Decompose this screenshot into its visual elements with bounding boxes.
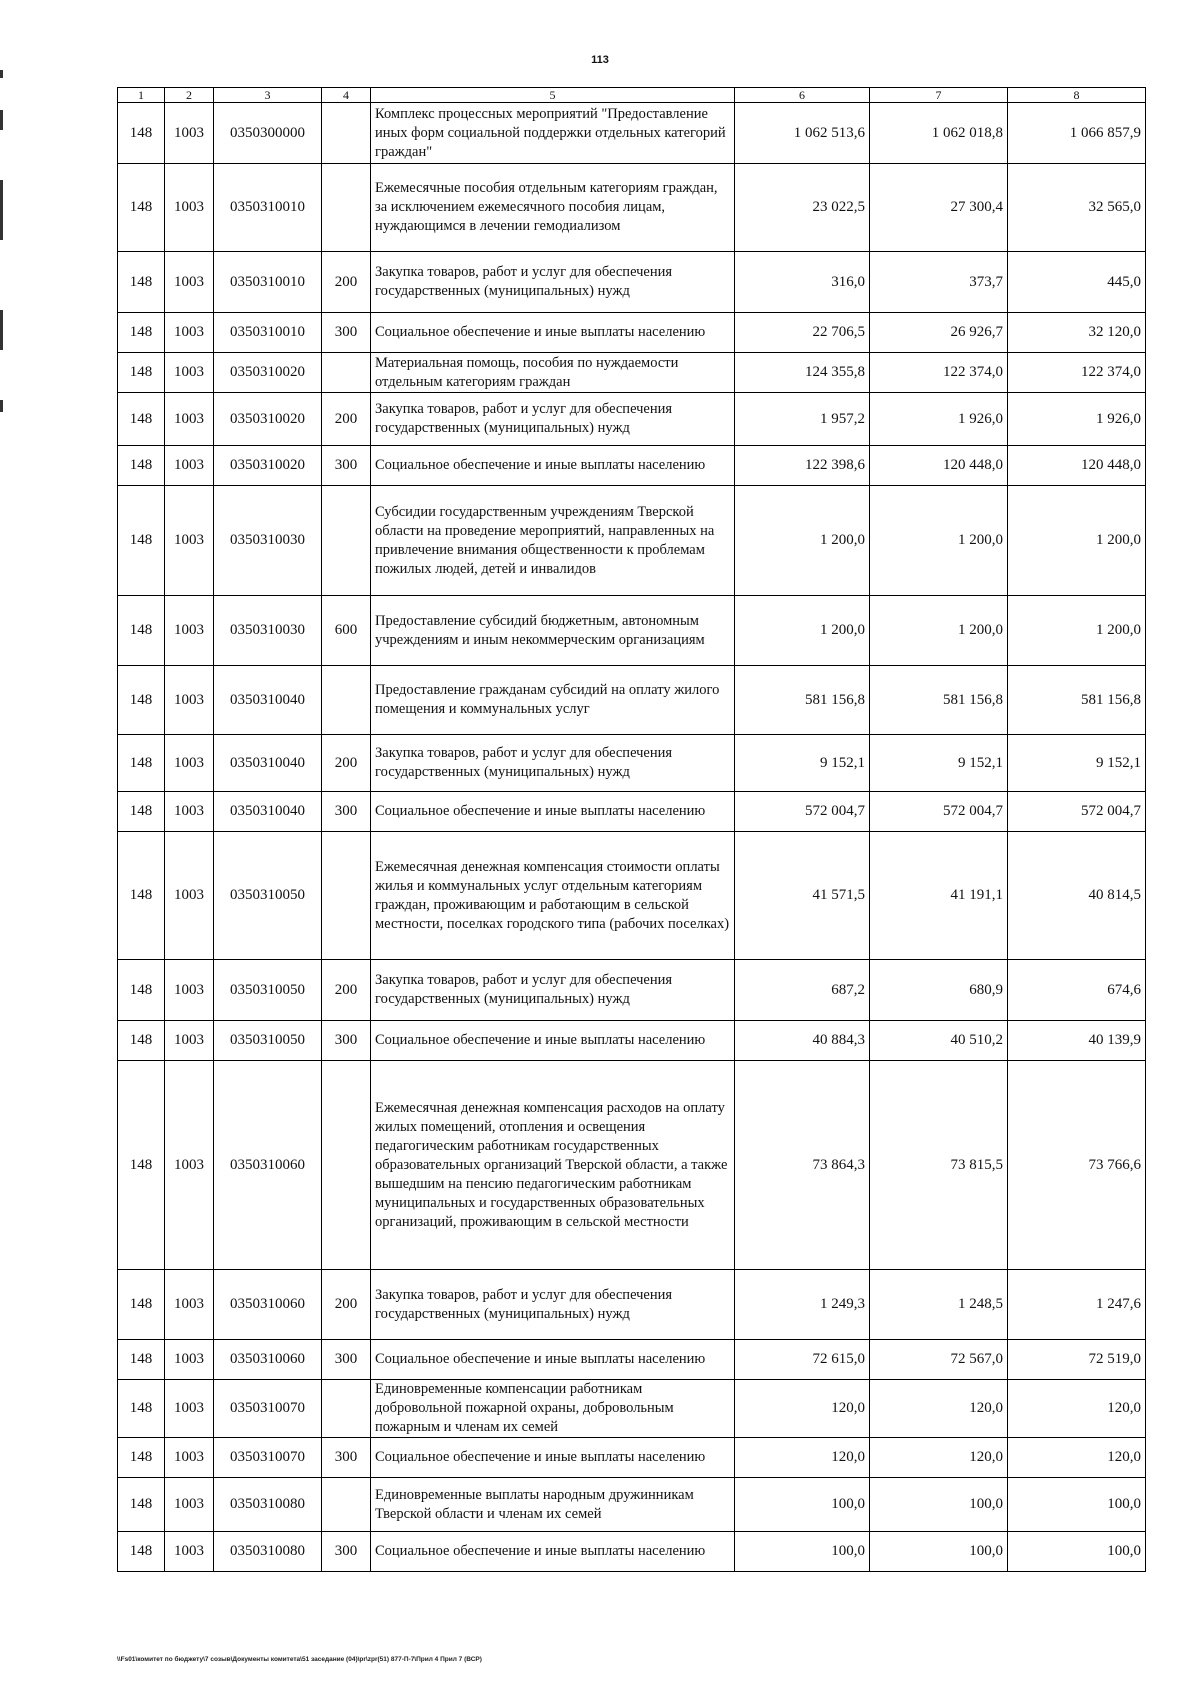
table-row [118, 1380, 1146, 1438]
column-1-cell: 148 [118, 960, 165, 1021]
row-description: Социальное обеспечение и иные выплаты населению [371, 1021, 735, 1061]
amount-column-8: 73 766,6 [1008, 1061, 1146, 1270]
amount-column-8: 572 004,7 [1008, 792, 1146, 832]
amount-column-7: 120,0 [870, 1438, 1008, 1478]
row-description: Социальное обеспечение и иные выплаты населению [371, 1438, 735, 1478]
amount-column-8: 32 120,0 [1008, 313, 1146, 353]
table-row [118, 353, 1146, 393]
column-1-cell: 148 [118, 353, 165, 393]
expense-type-code [322, 1380, 371, 1438]
row-description: Ежемесячная денежная компенсация расходов на оплату жилых помещений, отопления и освещения педагогическим работникам государственных образовательных организаций Тверской области, а также вышедшим на пенсию педагогическим работникам муниципальных и государственных образовательных организаций, проживающим в сельской местности [371, 1061, 735, 1270]
table-row [118, 103, 1146, 164]
column-1-cell: 148 [118, 446, 165, 486]
amount-column-6: 1 249,3 [735, 1270, 870, 1340]
expense-type-code: 300 [322, 313, 371, 353]
table-row [118, 446, 1146, 486]
column-header: 2 [165, 88, 214, 103]
row-description: Комплекс процессных мероприятий "Предоставление иных форм социальной поддержки отдельных категорий граждан" [371, 103, 735, 164]
row-description: Субсидии государственным учреждениям Тверской области на проведение мероприятий, направленных на привлечение внимания общественности к проблемам пожилых людей, детей и инвалидов [371, 486, 735, 596]
amount-column-8: 72 519,0 [1008, 1340, 1146, 1380]
column-2-cell: 1003 [165, 960, 214, 1021]
target-article-code: 0350310050 [214, 960, 322, 1021]
amount-column-7: 680,9 [870, 960, 1008, 1021]
column-2-cell: 1003 [165, 735, 214, 792]
column-2-cell: 1003 [165, 1380, 214, 1438]
row-description: Закупка товаров, работ и услуг для обеспечения государственных (муниципальных) нужд [371, 960, 735, 1021]
target-article-code: 0350310010 [214, 252, 322, 313]
expense-type-code: 200 [322, 393, 371, 446]
row-description: Социальное обеспечение и иные выплаты населению [371, 1340, 735, 1380]
amount-column-7: 40 510,2 [870, 1021, 1008, 1061]
column-header: 5 [371, 88, 735, 103]
amount-column-7: 1 062 018,8 [870, 103, 1008, 164]
column-1-cell: 148 [118, 393, 165, 446]
column-header: 3 [214, 88, 322, 103]
amount-column-7: 73 815,5 [870, 1061, 1008, 1270]
amount-column-8: 100,0 [1008, 1532, 1146, 1572]
table-row [118, 393, 1146, 446]
target-article-code: 0350310050 [214, 832, 322, 960]
target-article-code: 0350310030 [214, 486, 322, 596]
target-article-code: 0350310020 [214, 353, 322, 393]
amount-column-7: 1 926,0 [870, 393, 1008, 446]
column-header: 7 [870, 88, 1008, 103]
amount-column-7: 100,0 [870, 1532, 1008, 1572]
amount-column-7: 1 248,5 [870, 1270, 1008, 1340]
row-description: Социальное обеспечение и иные выплаты населению [371, 446, 735, 486]
column-2-cell: 1003 [165, 252, 214, 313]
table-row [118, 1021, 1146, 1061]
column-1-cell: 148 [118, 1532, 165, 1572]
target-article-code: 0350310040 [214, 735, 322, 792]
table-row [118, 1478, 1146, 1532]
table-row [118, 596, 1146, 666]
column-2-cell: 1003 [165, 446, 214, 486]
table-row [118, 1270, 1146, 1340]
column-number-header-row [118, 88, 1146, 103]
expense-type-code [322, 103, 371, 164]
expense-type-code: 200 [322, 960, 371, 1021]
target-article-code: 0350310080 [214, 1478, 322, 1532]
column-1-cell: 148 [118, 666, 165, 735]
column-header: 8 [1008, 88, 1146, 103]
expense-type-code [322, 353, 371, 393]
row-description: Закупка товаров, работ и услуг для обеспечения государственных (муниципальных) нужд [371, 735, 735, 792]
expense-type-code: 300 [322, 792, 371, 832]
amount-column-6: 122 398,6 [735, 446, 870, 486]
amount-column-7: 41 191,1 [870, 832, 1008, 960]
column-1-cell: 148 [118, 735, 165, 792]
column-2-cell: 1003 [165, 1270, 214, 1340]
table-row [118, 735, 1146, 792]
column-2-cell: 1003 [165, 353, 214, 393]
amount-column-7: 120 448,0 [870, 446, 1008, 486]
amount-column-7: 9 152,1 [870, 735, 1008, 792]
column-1-cell: 148 [118, 103, 165, 164]
amount-column-7: 373,7 [870, 252, 1008, 313]
amount-column-6: 40 884,3 [735, 1021, 870, 1061]
row-description: Предоставление субсидий бюджетным, автономным учреждениям и иным некоммерческим организациям [371, 596, 735, 666]
target-article-code: 0350310060 [214, 1061, 322, 1270]
budget-table [117, 87, 1146, 1572]
target-article-code: 0350310010 [214, 164, 322, 252]
table-row [118, 792, 1146, 832]
target-article-code: 0350310030 [214, 596, 322, 666]
amount-column-6: 41 571,5 [735, 832, 870, 960]
column-header: 4 [322, 88, 371, 103]
expense-type-code [322, 666, 371, 735]
target-article-code: 0350310020 [214, 446, 322, 486]
column-1-cell: 148 [118, 1270, 165, 1340]
row-description: Единовременные выплаты народным дружинникам Тверской области и членам их семей [371, 1478, 735, 1532]
amount-column-7: 581 156,8 [870, 666, 1008, 735]
column-1-cell: 148 [118, 1061, 165, 1270]
amount-column-6: 1 957,2 [735, 393, 870, 446]
amount-column-7: 1 200,0 [870, 596, 1008, 666]
column-2-cell: 1003 [165, 1021, 214, 1061]
amount-column-8: 1 066 857,9 [1008, 103, 1146, 164]
target-article-code: 0350310040 [214, 666, 322, 735]
row-description: Социальное обеспечение и иные выплаты населению [371, 792, 735, 832]
amount-column-8: 1 200,0 [1008, 596, 1146, 666]
column-1-cell: 148 [118, 1380, 165, 1438]
expense-type-code: 300 [322, 1438, 371, 1478]
target-article-code: 0350310070 [214, 1438, 322, 1478]
column-2-cell: 1003 [165, 1478, 214, 1532]
column-1-cell: 148 [118, 313, 165, 353]
column-2-cell: 1003 [165, 792, 214, 832]
column-2-cell: 1003 [165, 1532, 214, 1572]
expense-type-code: 300 [322, 1340, 371, 1380]
amount-column-6: 100,0 [735, 1532, 870, 1572]
table-row [118, 960, 1146, 1021]
amount-column-6: 316,0 [735, 252, 870, 313]
amount-column-7: 120,0 [870, 1380, 1008, 1438]
amount-column-8: 32 565,0 [1008, 164, 1146, 252]
amount-column-7: 27 300,4 [870, 164, 1008, 252]
table-row [118, 164, 1146, 252]
column-1-cell: 148 [118, 1438, 165, 1478]
column-1-cell: 148 [118, 164, 165, 252]
amount-column-8: 120,0 [1008, 1380, 1146, 1438]
amount-column-8: 1 247,6 [1008, 1270, 1146, 1340]
column-2-cell: 1003 [165, 164, 214, 252]
target-article-code: 0350310070 [214, 1380, 322, 1438]
amount-column-8: 445,0 [1008, 252, 1146, 313]
amount-column-8: 100,0 [1008, 1478, 1146, 1532]
table-row [118, 1061, 1146, 1270]
table-row [118, 1438, 1146, 1478]
amount-column-6: 120,0 [735, 1438, 870, 1478]
row-description: Единовременные компенсации работникам добровольной пожарной охраны, добровольным пожарным и членам их семей [371, 1380, 735, 1438]
table-row [118, 252, 1146, 313]
table-row [118, 1532, 1146, 1572]
column-1-cell: 148 [118, 832, 165, 960]
column-1-cell: 148 [118, 1021, 165, 1061]
expense-type-code [322, 486, 371, 596]
column-2-cell: 1003 [165, 1061, 214, 1270]
amount-column-6: 23 022,5 [735, 164, 870, 252]
column-2-cell: 1003 [165, 832, 214, 960]
amount-column-6: 124 355,8 [735, 353, 870, 393]
row-description: Предоставление гражданам субсидий на оплату жилого помещения и коммунальных услуг [371, 666, 735, 735]
expense-type-code: 300 [322, 1532, 371, 1572]
amount-column-6: 1 200,0 [735, 486, 870, 596]
row-description: Социальное обеспечение и иные выплаты населению [371, 313, 735, 353]
amount-column-6: 1 062 513,6 [735, 103, 870, 164]
table-row [118, 486, 1146, 596]
target-article-code: 0350310060 [214, 1340, 322, 1380]
amount-column-8: 40 814,5 [1008, 832, 1146, 960]
column-header: 6 [735, 88, 870, 103]
table-row [118, 832, 1146, 960]
expense-type-code [322, 1478, 371, 1532]
amount-column-8: 1 926,0 [1008, 393, 1146, 446]
amount-column-8: 674,6 [1008, 960, 1146, 1021]
amount-column-8: 1 200,0 [1008, 486, 1146, 596]
amount-column-6: 22 706,5 [735, 313, 870, 353]
amount-column-8: 9 152,1 [1008, 735, 1146, 792]
amount-column-7: 100,0 [870, 1478, 1008, 1532]
row-description: Ежемесячные пособия отдельным категориям граждан, за исключением ежемесячного пособия лицам, нуждающимся в лечении гемодиализом [371, 164, 735, 252]
column-1-cell: 148 [118, 1478, 165, 1532]
expense-type-code: 200 [322, 1270, 371, 1340]
amount-column-7: 122 374,0 [870, 353, 1008, 393]
amount-column-6: 9 152,1 [735, 735, 870, 792]
target-article-code: 0350310050 [214, 1021, 322, 1061]
expense-type-code [322, 164, 371, 252]
amount-column-7: 1 200,0 [870, 486, 1008, 596]
scan-side-marks [0, 70, 4, 430]
column-2-cell: 1003 [165, 313, 214, 353]
amount-column-7: 572 004,7 [870, 792, 1008, 832]
expense-type-code [322, 1061, 371, 1270]
amount-column-8: 120 448,0 [1008, 446, 1146, 486]
row-description: Закупка товаров, работ и услуг для обеспечения государственных (муниципальных) нужд [371, 393, 735, 446]
column-2-cell: 1003 [165, 666, 214, 735]
column-1-cell: 148 [118, 792, 165, 832]
footer-file-path: \\Fs01\комитет по бюджету\7 созыв\Документы комитета\51 заседание (04)\pr\zpr(51) 877-П-7\Прил 4 Прил 7 (ВСР) [117, 1656, 482, 1663]
target-article-code: 0350310010 [214, 313, 322, 353]
target-article-code: 0350310020 [214, 393, 322, 446]
column-2-cell: 1003 [165, 103, 214, 164]
amount-column-8: 40 139,9 [1008, 1021, 1146, 1061]
amount-column-8: 120,0 [1008, 1438, 1146, 1478]
row-description: Закупка товаров, работ и услуг для обеспечения государственных (муниципальных) нужд [371, 252, 735, 313]
row-description: Ежемесячная денежная компенсация стоимости оплаты жилья и коммунальных услуг отдельным категориям граждан, проживающим и работающим в сельской местности, поселках городского типа (рабочих поселках) [371, 832, 735, 960]
expense-type-code: 300 [322, 446, 371, 486]
expense-type-code [322, 832, 371, 960]
amount-column-6: 687,2 [735, 960, 870, 1021]
amount-column-6: 120,0 [735, 1380, 870, 1438]
amount-column-6: 100,0 [735, 1478, 870, 1532]
column-header: 1 [118, 88, 165, 103]
page-number: 113 [591, 54, 609, 66]
amount-column-6: 572 004,7 [735, 792, 870, 832]
amount-column-7: 72 567,0 [870, 1340, 1008, 1380]
expense-type-code: 200 [322, 252, 371, 313]
amount-column-6: 73 864,3 [735, 1061, 870, 1270]
row-description: Закупка товаров, работ и услуг для обеспечения государственных (муниципальных) нужд [371, 1270, 735, 1340]
table-row [118, 666, 1146, 735]
column-2-cell: 1003 [165, 1438, 214, 1478]
expense-type-code: 200 [322, 735, 371, 792]
row-description: Материальная помощь, пособия по нуждаемости отдельным категориям граждан [371, 353, 735, 393]
amount-column-8: 581 156,8 [1008, 666, 1146, 735]
column-2-cell: 1003 [165, 596, 214, 666]
column-1-cell: 148 [118, 252, 165, 313]
expense-type-code: 600 [322, 596, 371, 666]
target-article-code: 0350300000 [214, 103, 322, 164]
target-article-code: 0350310040 [214, 792, 322, 832]
row-description: Социальное обеспечение и иные выплаты населению [371, 1532, 735, 1572]
amount-column-7: 26 926,7 [870, 313, 1008, 353]
target-article-code: 0350310060 [214, 1270, 322, 1340]
table-row [118, 1340, 1146, 1380]
amount-column-6: 72 615,0 [735, 1340, 870, 1380]
column-1-cell: 148 [118, 596, 165, 666]
amount-column-8: 122 374,0 [1008, 353, 1146, 393]
column-1-cell: 148 [118, 1340, 165, 1380]
amount-column-6: 581 156,8 [735, 666, 870, 735]
table-row [118, 313, 1146, 353]
column-1-cell: 148 [118, 486, 165, 596]
expense-type-code: 300 [322, 1021, 371, 1061]
column-2-cell: 1003 [165, 486, 214, 596]
column-2-cell: 1003 [165, 1340, 214, 1380]
amount-column-6: 1 200,0 [735, 596, 870, 666]
column-2-cell: 1003 [165, 393, 214, 446]
target-article-code: 0350310080 [214, 1532, 322, 1572]
